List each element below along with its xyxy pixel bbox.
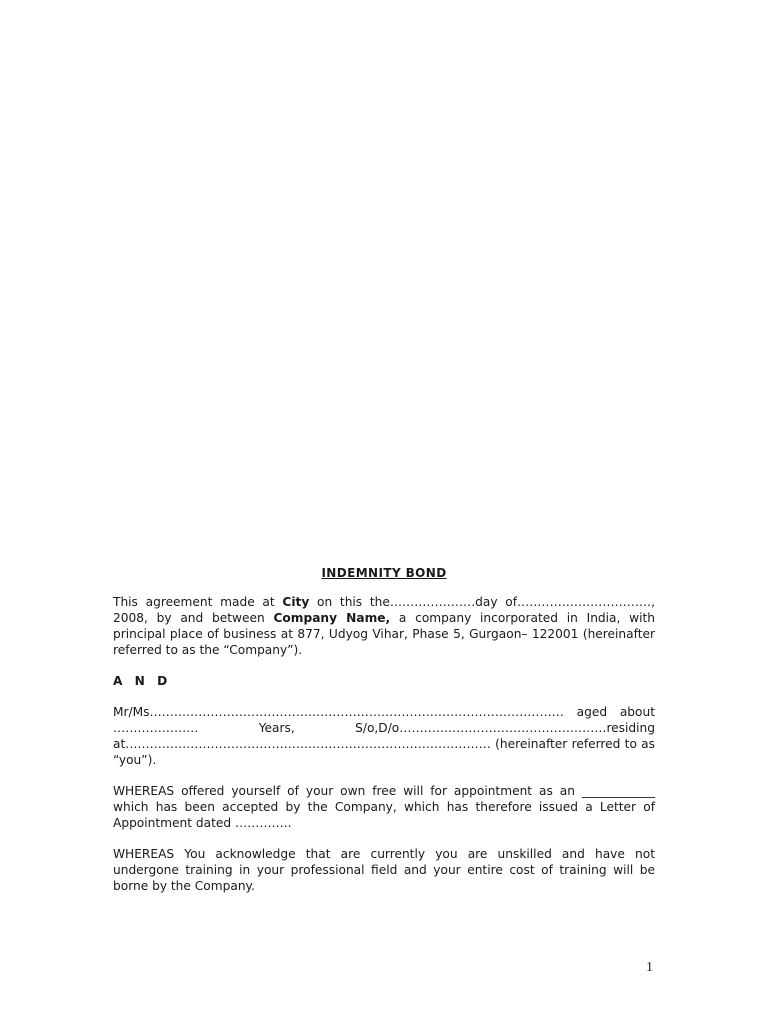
- agreement-text-start: This agreement made at: [113, 595, 283, 609]
- city-placeholder: City: [282, 595, 310, 609]
- page-number: 1: [646, 960, 653, 975]
- document-body: [113, 565, 655, 909]
- and-separator: A N D: [113, 674, 172, 688]
- whereas-training-paragraph: WHEREAS You acknowledge that are currently you are unskilled and have not undergone training in your professional field and your entire cost of training will be borne by the Company.: [113, 847, 655, 893]
- agreement-paragraph: [113, 594, 655, 658]
- agreement-text-end: a company incorporated in India, with principal place of business at 877, Udyog Vihar, Phase 5, Gurgaon– 122001 (hereinafter referred to as the “Company”).: [113, 611, 655, 657]
- agreement-text-middle: on this the…………………day of……………………………, 2008, by and between: [113, 595, 655, 625]
- document-title: INDEMNITY BOND: [321, 566, 447, 580]
- company-name-placeholder: Company Name,: [273, 611, 391, 625]
- party-details-paragraph: Mr/Ms………………………………………………………………………………………… aged about ………………… Years, S/o,D/o……………………………………………residing at……………………………………………………………………………… (hereinafter referred to as “you”).: [113, 705, 655, 767]
- whereas-appointment-paragraph: WHEREAS offered yourself of your own free will for appointment as an ____________ which has been accepted by the Company, which has therefore issued a Letter of Appointment dated …………..: [113, 784, 655, 830]
